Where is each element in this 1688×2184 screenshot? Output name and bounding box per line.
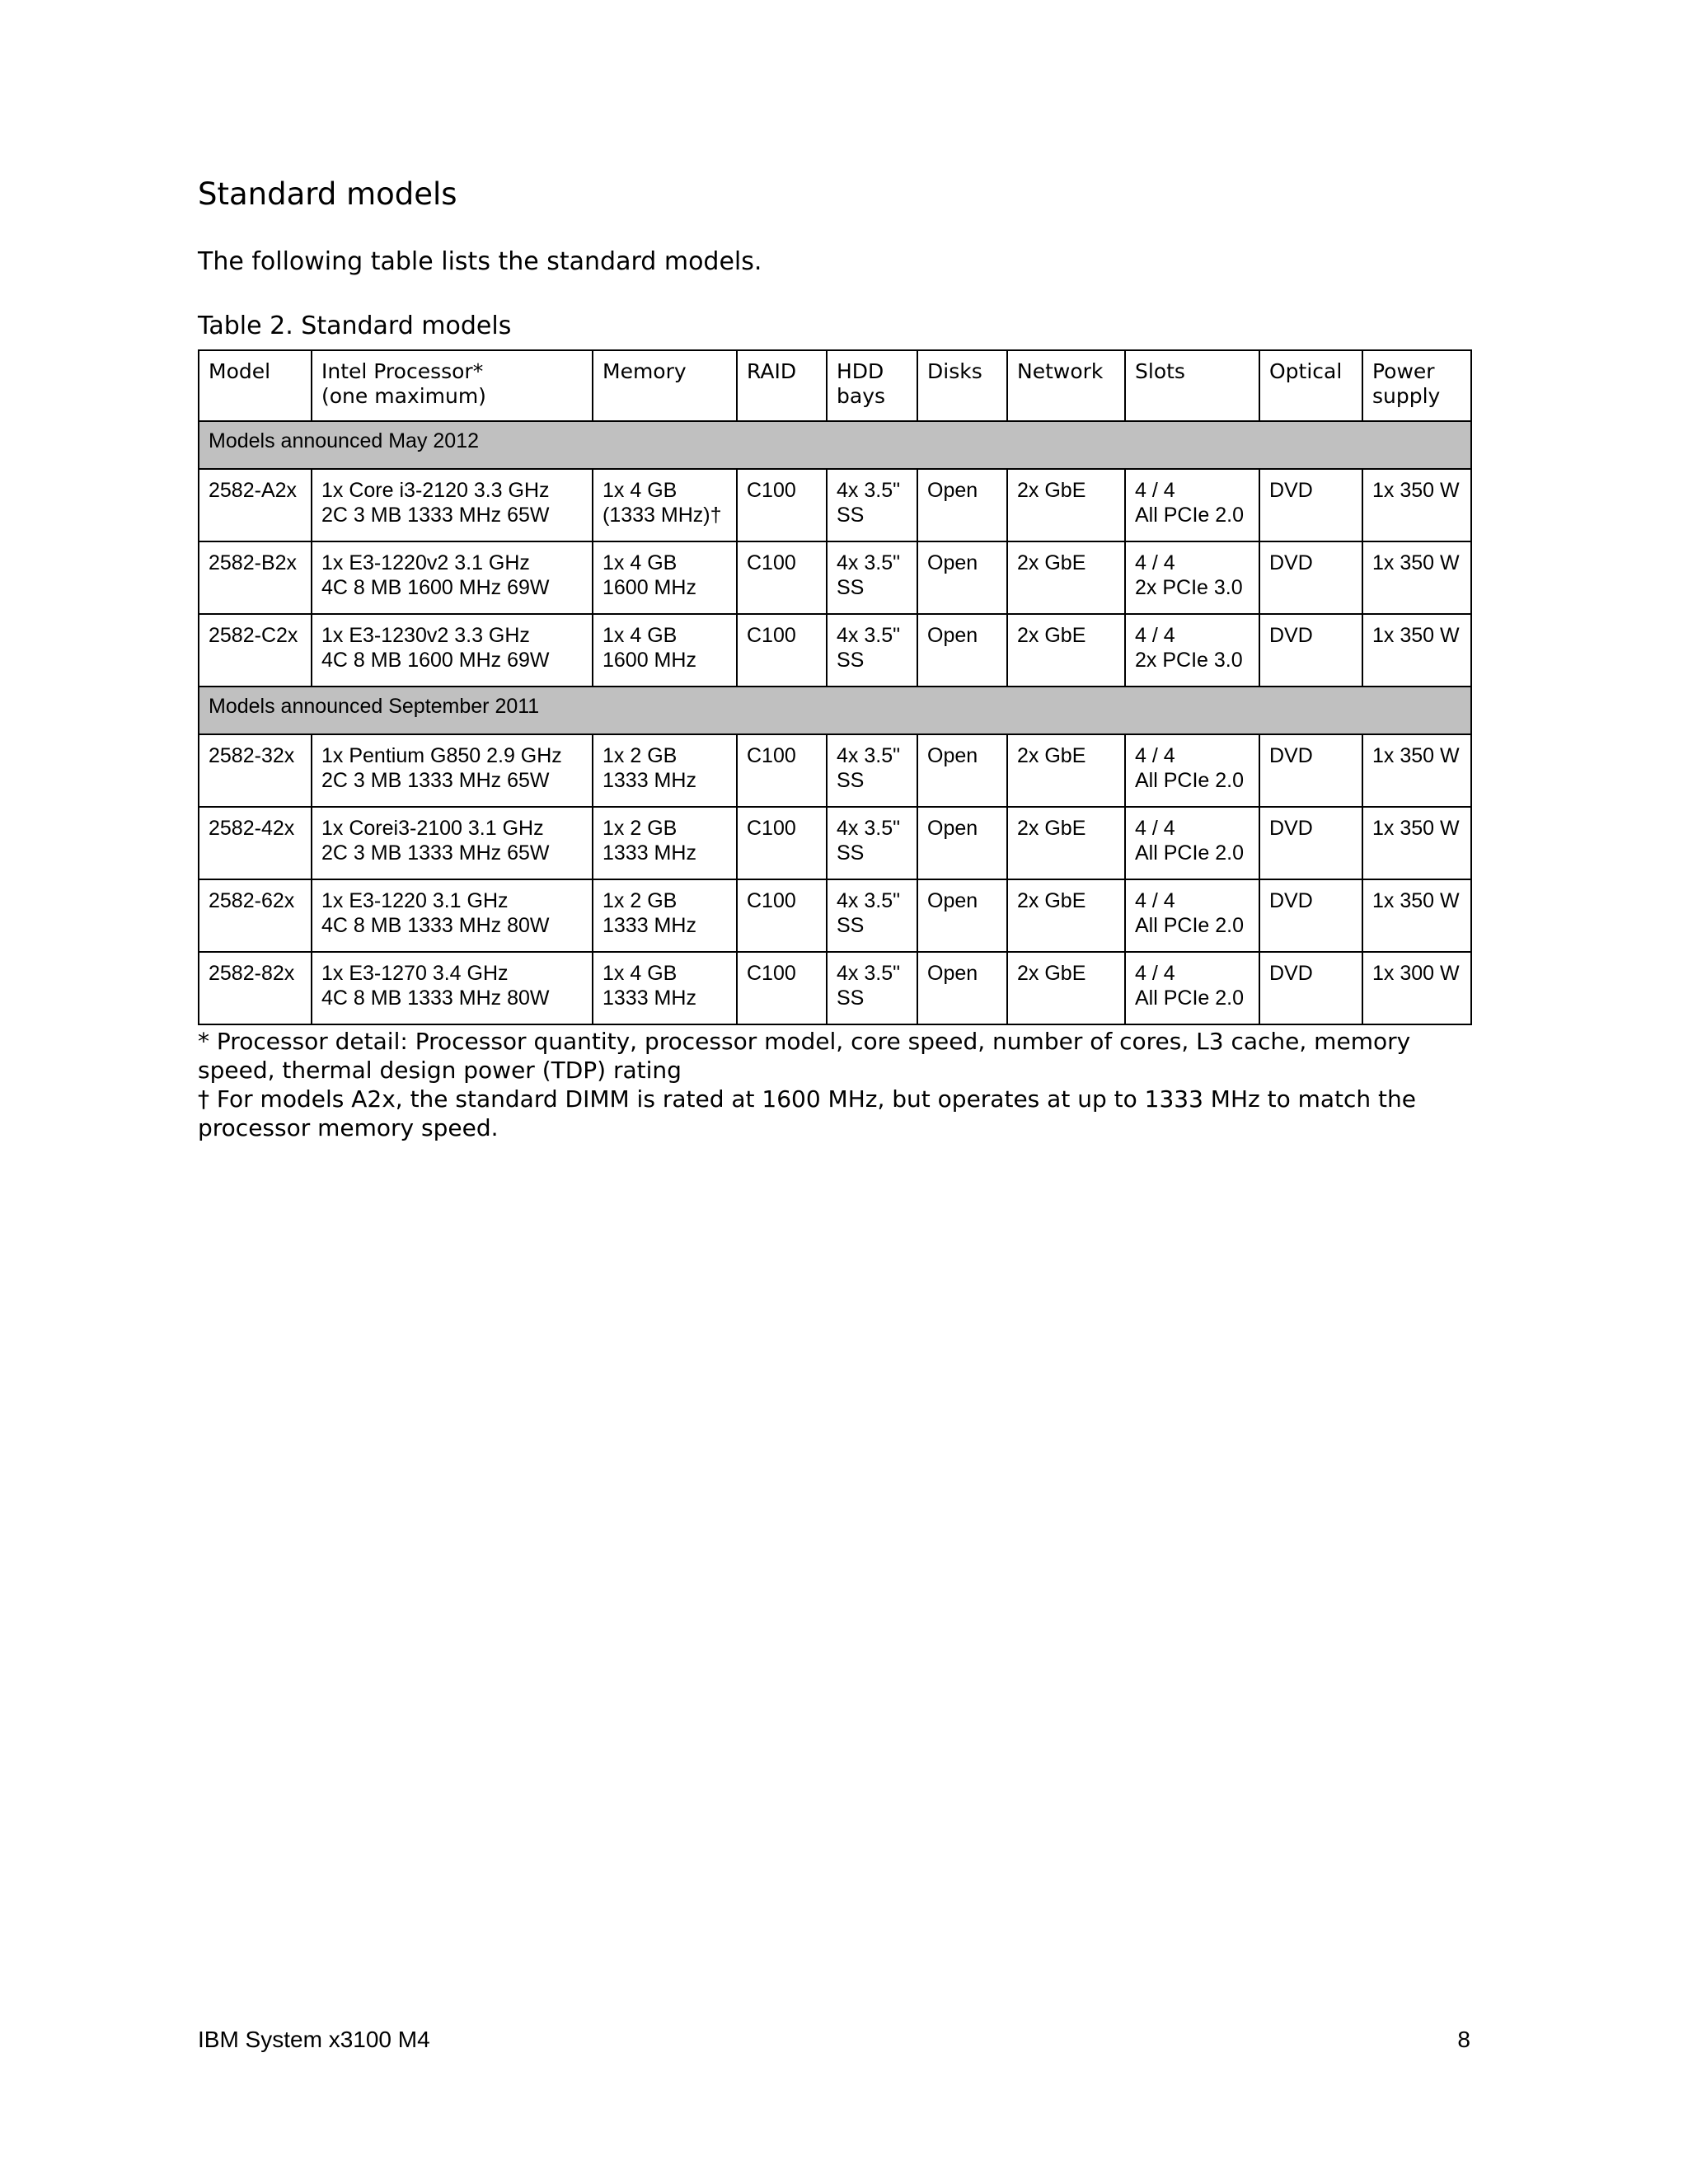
cell-disks: Open (917, 734, 1007, 807)
footer-page-number: 8 (1457, 2027, 1470, 2052)
header-network: Network (1007, 350, 1125, 421)
group-header-row (199, 421, 1471, 469)
cell-hdd-bays: 4x 3.5" SS (827, 541, 917, 614)
footnotes (198, 1027, 1484, 1142)
cell-disks: Open (917, 952, 1007, 1024)
cell-slots: 4 / 4 2x PCIe 3.0 (1125, 541, 1259, 614)
cell-slots: 4 / 4 All PCIe 2.0 (1125, 734, 1259, 807)
cell-raid: C100 (737, 952, 827, 1024)
cell-processor: 1x E3-1220v2 3.1 GHz 4C 8 MB 1600 MHz 69W (312, 541, 593, 614)
table-row (199, 469, 1471, 541)
intro-paragraph: The following table lists the standard models. (198, 247, 762, 276)
cell-network: 2x GbE (1007, 952, 1125, 1024)
cell-power-supply: 1x 350 W (1362, 614, 1471, 687)
cell-model: 2582-32x (199, 734, 312, 807)
cell-hdd-bays: 4x 3.5" SS (827, 614, 917, 687)
header-disks: Disks (917, 350, 1007, 421)
header-slots: Slots (1125, 350, 1259, 421)
cell-memory: 1x 4 GB 1333 MHz (593, 952, 737, 1024)
cell-slots: 4 / 4 2x PCIe 3.0 (1125, 614, 1259, 687)
cell-disks: Open (917, 879, 1007, 952)
table-row (199, 807, 1471, 879)
cell-optical: DVD (1259, 614, 1362, 687)
cell-disks: Open (917, 614, 1007, 687)
cell-processor: 1x Core i3-2120 3.3 GHz 2C 3 MB 1333 MHz 65W (312, 469, 593, 541)
header-raid: RAID (737, 350, 827, 421)
cell-model: 2582-C2x (199, 614, 312, 687)
cell-optical: DVD (1259, 734, 1362, 807)
cell-memory: 1x 4 GB 1600 MHz (593, 614, 737, 687)
cell-model: 2582-82x (199, 952, 312, 1024)
cell-memory: 1x 2 GB 1333 MHz (593, 807, 737, 879)
cell-network: 2x GbE (1007, 614, 1125, 687)
cell-hdd-bays: 4x 3.5" SS (827, 469, 917, 541)
cell-optical: DVD (1259, 807, 1362, 879)
cell-hdd-bays: 4x 3.5" SS (827, 952, 917, 1024)
cell-power-supply: 1x 350 W (1362, 879, 1471, 952)
header-memory: Memory (593, 350, 737, 421)
cell-network: 2x GbE (1007, 734, 1125, 807)
cell-hdd-bays: 4x 3.5" SS (827, 734, 917, 807)
header-hdd-bays: HDD bays (827, 350, 917, 421)
cell-power-supply: 1x 300 W (1362, 952, 1471, 1024)
cell-optical: DVD (1259, 541, 1362, 614)
cell-network: 2x GbE (1007, 541, 1125, 614)
table-row (199, 541, 1471, 614)
cell-processor: 1x E3-1270 3.4 GHz 4C 8 MB 1333 MHz 80W (312, 952, 593, 1024)
footnote-processor: * Processor detail: Processor quantity, processor model, core speed, number of cores, L3 cache, memory speed, thermal design power (TDP) rating (198, 1028, 1411, 1084)
cell-power-supply: 1x 350 W (1362, 734, 1471, 807)
table-header-row (199, 350, 1471, 421)
cell-power-supply: 1x 350 W (1362, 807, 1471, 879)
cell-memory: 1x 4 GB (1333 MHz)† (593, 469, 737, 541)
cell-raid: C100 (737, 734, 827, 807)
cell-slots: 4 / 4 All PCIe 2.0 (1125, 469, 1259, 541)
cell-network: 2x GbE (1007, 807, 1125, 879)
header-processor: Intel Processor* (one maximum) (312, 350, 593, 421)
table-row (199, 614, 1471, 687)
footer-document-title: IBM System x3100 M4 (198, 2027, 430, 2052)
cell-model: 2582-62x (199, 879, 312, 952)
table-caption: Table 2. Standard models (198, 312, 512, 340)
cell-memory: 1x 2 GB 1333 MHz (593, 734, 737, 807)
cell-slots: 4 / 4 All PCIe 2.0 (1125, 879, 1259, 952)
cell-processor: 1x E3-1230v2 3.3 GHz 4C 8 MB 1600 MHz 69W (312, 614, 593, 687)
group-label: Models announced September 2011 (199, 687, 1471, 734)
cell-raid: C100 (737, 541, 827, 614)
cell-optical: DVD (1259, 879, 1362, 952)
table-row (199, 734, 1471, 807)
table-body (199, 421, 1471, 1024)
cell-raid: C100 (737, 469, 827, 541)
cell-memory: 1x 4 GB 1600 MHz (593, 541, 737, 614)
table-row (199, 879, 1471, 952)
cell-slots: 4 / 4 All PCIe 2.0 (1125, 807, 1259, 879)
group-header-row (199, 687, 1471, 734)
standard-models-table (198, 349, 1472, 1025)
cell-optical: DVD (1259, 469, 1362, 541)
cell-model: 2582-B2x (199, 541, 312, 614)
cell-disks: Open (917, 541, 1007, 614)
cell-disks: Open (917, 469, 1007, 541)
group-label: Models announced May 2012 (199, 421, 1471, 469)
header-model: Model (199, 350, 312, 421)
cell-processor: 1x E3-1220 3.1 GHz 4C 8 MB 1333 MHz 80W (312, 879, 593, 952)
cell-slots: 4 / 4 All PCIe 2.0 (1125, 952, 1259, 1024)
cell-raid: C100 (737, 614, 827, 687)
cell-raid: C100 (737, 807, 827, 879)
cell-model: 2582-42x (199, 807, 312, 879)
cell-network: 2x GbE (1007, 879, 1125, 952)
cell-power-supply: 1x 350 W (1362, 469, 1471, 541)
cell-disks: Open (917, 807, 1007, 879)
header-optical: Optical (1259, 350, 1362, 421)
cell-hdd-bays: 4x 3.5" SS (827, 879, 917, 952)
cell-optical: DVD (1259, 952, 1362, 1024)
cell-raid: C100 (737, 879, 827, 952)
cell-hdd-bays: 4x 3.5" SS (827, 807, 917, 879)
footnote-dimm: † For models A2x, the standard DIMM is rated at 1600 MHz, but operates at up to 1333 MHz to match the processor memory speed. (198, 1085, 1417, 1141)
cell-model: 2582-A2x (199, 469, 312, 541)
cell-memory: 1x 2 GB 1333 MHz (593, 879, 737, 952)
cell-processor: 1x Pentium G850 2.9 GHz 2C 3 MB 1333 MHz 65W (312, 734, 593, 807)
header-power-supply: Power supply (1362, 350, 1471, 421)
page-title: Standard models (198, 176, 457, 212)
cell-processor: 1x Corei3-2100 3.1 GHz 2C 3 MB 1333 MHz 65W (312, 807, 593, 879)
cell-network: 2x GbE (1007, 469, 1125, 541)
table-row (199, 952, 1471, 1024)
cell-power-supply: 1x 350 W (1362, 541, 1471, 614)
